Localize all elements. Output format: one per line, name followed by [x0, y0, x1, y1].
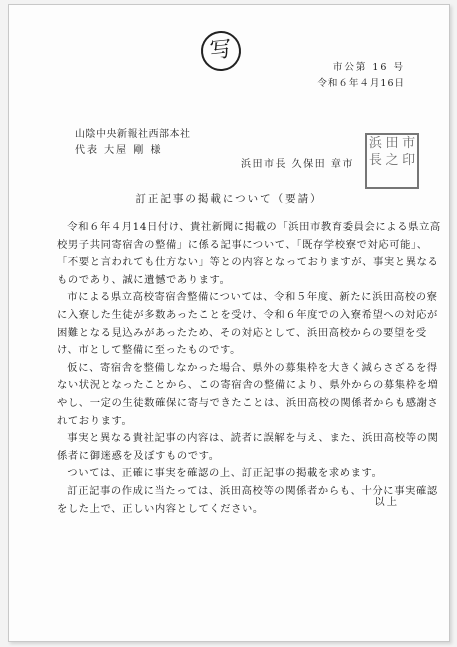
- body-paragraph: 令和６年４月14日付け、貴社新聞に掲載の「浜田市教育委員会による県立高校男子共同寄宿舎の整備」に係る記事について、「既存学校寮で対応可能」、「不要と言われても仕方ない」等との内容となっておりますが、事実と異なるものであり、誠に遺憾であります。: [57, 221, 441, 286]
- document-body: [57, 219, 441, 518]
- closing-mark: 以上: [374, 496, 399, 508]
- body-paragraph: 訂正記事の作成に当たっては、浜田高校等の関係者からも、十分に事実確認をした上で、正しい内容としてください。: [57, 484, 438, 515]
- recipient-name: 代表 大屋 剛 様: [75, 145, 163, 156]
- document-number: 市公第 16 号: [332, 62, 405, 73]
- recipient-organization: 山陰中央新報社西部本社: [75, 129, 191, 140]
- body-paragraph: 事実と異なる貴社記事の内容は、読者に誤解を与え、また、浜田高校等の関係者に御迷惑を及ぼすものです。: [57, 432, 439, 462]
- sender-name: 浜田市長 久保田 章市: [241, 159, 354, 170]
- official-seal: 浜 田 市 長 之 印: [365, 133, 419, 189]
- body-paragraph: 仮に、寄宿舎を整備しなかった場合、県外の募集枠を大きく減らさざるを得ない状況となったことから、この寄宿舎の整備により、県外からの募集枠を増やし、一定の生徒数確保に寄与できたことは、浜田高校の関係者からも感謝されております。: [57, 361, 439, 427]
- document-title: 訂正記事の掲載について（要請）: [135, 193, 323, 205]
- document-page: [8, 4, 450, 642]
- copy-stamp: 写: [199, 29, 243, 73]
- body-paragraph: ついては、正確に事実を確認の上、訂正記事の掲載を求めます。: [67, 467, 383, 480]
- body-paragraph: 市による県立高校寄宿舎整備については、令和５年度、新たに浜田高校の寮に入寮した生徒が多数あったことを受け、令和６年度での入寮希望への対応が困難となる見込みがあったため、その対応として、浜田高校からの要望を受け、市として整備に至ったものです。: [57, 291, 438, 357]
- document-date: 令和６年４月16日: [317, 78, 405, 89]
